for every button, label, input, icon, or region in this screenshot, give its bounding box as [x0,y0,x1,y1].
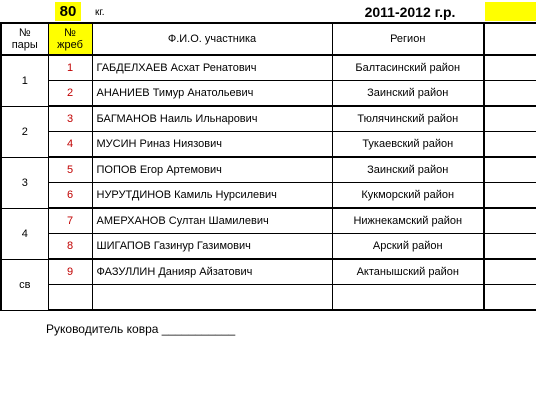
draw-number [48,285,92,311]
draw-number: 5 [48,157,92,183]
extra-cell [484,208,536,234]
participant-region: Тюлячинский район [332,106,484,132]
participant-region: Заинский район [332,81,484,107]
draw-number: 4 [48,132,92,158]
participant-name: ШИГАПОВ Газинур Газимович [92,234,332,260]
weight-unit: кг. [95,7,105,18]
extra-cell [484,157,536,183]
extra-cell [484,183,536,209]
pair-number: 2 [1,106,48,157]
birth-years: 2011-2012 г.р. [364,4,456,20]
header-pair: № пары [1,23,48,55]
participant-region [332,285,484,311]
table-header-row [1,23,536,55]
weight-category: 80 [59,3,77,20]
participant-region: Кукморский район [332,183,484,209]
pair-number: 1 [1,55,48,106]
participant-name: ГАБДЕЛХАЕВ Асхат Ренатович [92,55,332,81]
season-highlight [485,2,536,21]
extra-cell [484,234,536,260]
draw-number: 9 [48,259,92,285]
extra-cell [484,106,536,132]
header-name: Ф.И.О. участника [92,23,332,55]
header-draw: № жреб [48,23,92,55]
extra-cell [484,259,536,285]
table-row [1,285,536,311]
participant-region: Нижнекамский район [332,208,484,234]
participant-region: Балтасинский район [332,55,484,81]
participants-table [0,22,536,311]
draw-number: 2 [48,81,92,107]
table-row [1,55,536,81]
participant-name: НУРУТДИНОВ Камиль Нурсилевич [92,183,332,209]
participant-name: АНАНИЕВ Тимур Анатольевич [92,81,332,107]
participant-region: Тукаевский район [332,132,484,158]
table-row [1,259,536,285]
table-row [1,132,536,158]
extra-cell [484,132,536,158]
participant-name [92,285,332,311]
participant-region: Арский район [332,234,484,260]
participant-region: Заинский район [332,157,484,183]
table-row [1,106,536,132]
header-region: Регион [332,23,484,55]
pair-number: 3 [1,157,48,208]
table-row [1,234,536,260]
draw-number: 8 [48,234,92,260]
table-row [1,183,536,209]
draw-number: 3 [48,106,92,132]
mat-supervisor-label: Руководитель ковра ___________ [46,322,236,336]
participant-name: ФАЗУЛЛИН Данияр Айзатович [92,259,332,285]
participant-name: МУСИН Риназ Ниязович [92,132,332,158]
participant-region: Актанышский район [332,259,484,285]
table-row [1,208,536,234]
draw-number: 7 [48,208,92,234]
pair-number: 4 [1,208,48,259]
table-row [1,81,536,107]
extra-cell [484,55,536,81]
header-extra [484,23,536,55]
draw-number: 6 [48,183,92,209]
participant-name: АМЕРХАНОВ Султан Шамилевич [92,208,332,234]
extra-cell [484,81,536,107]
pair-number: св [1,259,48,310]
participant-name: БАГМАНОВ Наиль Ильнарович [92,106,332,132]
table-row [1,157,536,183]
participant-name: ПОПОВ Егор Артемович [92,157,332,183]
draw-number: 1 [48,55,92,81]
extra-cell [484,285,536,311]
